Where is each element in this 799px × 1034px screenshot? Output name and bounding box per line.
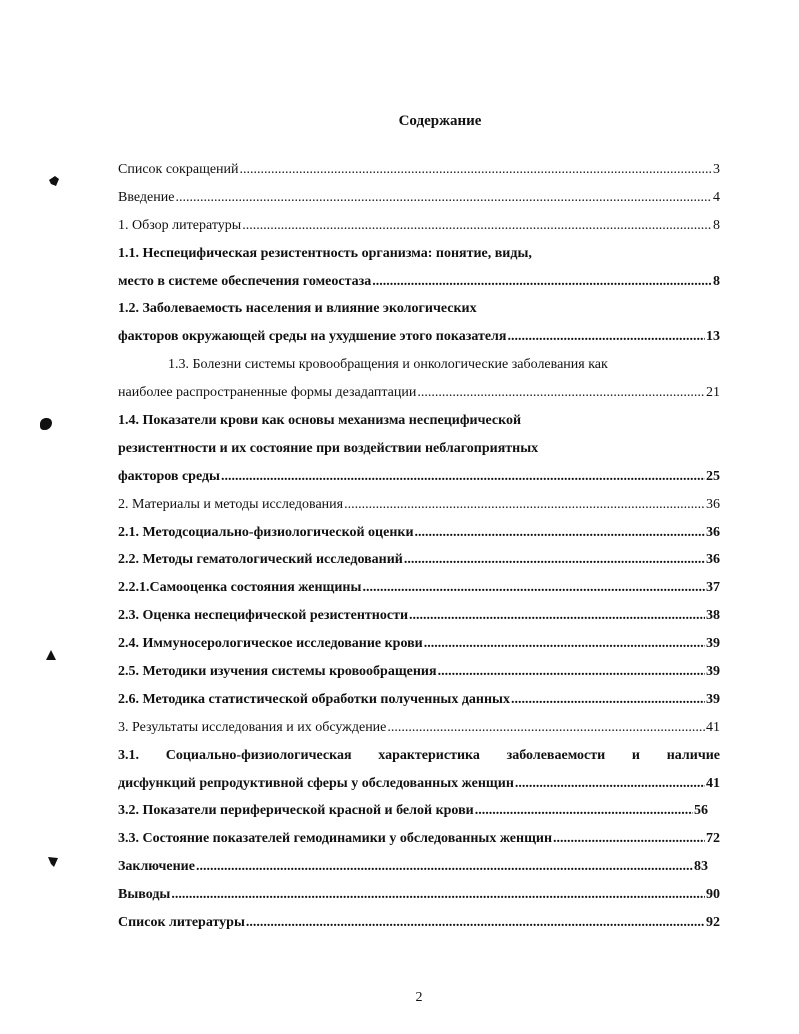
- page-title: Содержание: [398, 113, 482, 129]
- toc-leader: [475, 797, 693, 825]
- toc-entry: [118, 184, 720, 212]
- toc-entry-text: Введение: [118, 189, 175, 205]
- toc-leader: [242, 212, 712, 240]
- scan-speck-mark: [46, 650, 56, 660]
- toc-entry-page: 13: [706, 329, 720, 345]
- toc-entry: [118, 212, 720, 240]
- toc-entry-page: 25: [706, 468, 720, 484]
- toc-entry: [118, 546, 720, 574]
- toc-leader: [404, 546, 705, 574]
- toc-entry-page: 39: [706, 636, 720, 652]
- toc-entry-text: 3.3. Состояние показателей гемодинамики у обследованных женщин: [118, 831, 553, 847]
- toc-leader: [372, 268, 712, 296]
- toc-entry: [118, 491, 720, 519]
- toc-entry: [118, 797, 708, 825]
- toc-entry: [118, 686, 720, 714]
- toc-entry-page: 41: [706, 719, 720, 735]
- toc-leader: [417, 379, 705, 407]
- toc-entry-text: Выводы: [118, 887, 171, 903]
- toc-entry-page: 56: [694, 803, 708, 819]
- toc-entry-text: факторов среды: [118, 468, 220, 484]
- toc-entry: [118, 156, 720, 184]
- toc-entry-text: Список сокращений: [118, 162, 239, 177]
- toc-leader: [362, 574, 705, 602]
- toc-entry-page: 39: [706, 691, 720, 707]
- toc-entry: [118, 379, 720, 407]
- toc-leader: [344, 491, 705, 519]
- toc-entry-page: 8: [713, 217, 720, 233]
- page-number: 2: [415, 990, 423, 1005]
- toc-entry-text: 2.6. Методика статистической обработки полученных данных: [118, 691, 510, 707]
- toc-entry: [118, 658, 720, 686]
- toc-leader: [240, 156, 712, 184]
- toc-entry-text: 1.2. Заболеваемость населения и влияние экологических: [118, 301, 477, 317]
- toc-entry: [118, 268, 720, 296]
- toc-entry: [118, 714, 720, 742]
- toc-entry-page: 8: [713, 273, 720, 289]
- toc-leader: [246, 909, 705, 937]
- toc-entry: [118, 909, 720, 937]
- toc-leader: [424, 630, 705, 658]
- toc-entry: [118, 323, 720, 351]
- toc-entry-text: резистентности и их состояние при воздействии неблагоприятных: [118, 440, 539, 456]
- toc-entry-page: 38: [706, 608, 720, 624]
- toc-entry-text: факторов окружающей среды на ухудшение этого показателя: [118, 329, 507, 345]
- toc-entry-text: Заключение: [118, 859, 195, 875]
- toc-entry-page: 36: [706, 524, 720, 540]
- toc-leader: [515, 770, 705, 798]
- toc-entry: [118, 770, 720, 798]
- toc-entry-text: 1.3. Болезни системы кровообращения и онкологические заболевания как: [168, 357, 608, 373]
- toc-entry: [118, 853, 708, 881]
- toc-entry-text: 2.3. Оценка неспецифической резистентности: [118, 608, 409, 624]
- toc-entry-page: 92: [706, 915, 720, 931]
- toc-entry-page: 37: [706, 580, 720, 596]
- toc-entry-text: 1.1. Неспецифическая резистентность организма: понятие, виды,: [118, 245, 532, 261]
- toc-entry-text: 2.4. Иммуносерологическое исследование крови: [118, 636, 423, 652]
- toc-entry-page: 36: [706, 496, 720, 512]
- toc-entry: [118, 602, 720, 630]
- toc-entry: [118, 630, 720, 658]
- toc-entry-text: Список литературы: [118, 915, 245, 931]
- toc-entry: [118, 574, 720, 602]
- toc-entry: [118, 435, 720, 463]
- toc-leader: [508, 323, 706, 351]
- toc-entry-page: 4: [713, 189, 720, 205]
- toc-entry-text: 2.5. Методики изучения системы кровообращения: [118, 664, 437, 680]
- toc-entry-text: 3.2. Показатели периферической красной и белой крови: [118, 803, 474, 819]
- toc-entry: [118, 351, 720, 379]
- toc-entry-text: 2. Материалы и методы исследования: [118, 496, 344, 512]
- toc-leader: [553, 825, 705, 853]
- toc-entry-text: 3. Результаты исследования и их обсуждение: [118, 719, 387, 735]
- toc-leader: [221, 463, 705, 491]
- toc-entry-text: 3.1. Социально-физиологическая характеристика заболеваемости и наличие: [118, 747, 720, 763]
- toc-leader: [409, 602, 705, 630]
- toc-entry-text: 2.2. Методы гематологический исследований: [118, 552, 403, 568]
- toc-entry-page: 72: [706, 831, 720, 847]
- toc-entry-text: дисфункций репродуктивной сферы у обследованных женщин: [118, 775, 514, 791]
- toc-leader: [415, 519, 705, 547]
- toc-entry-page: 90: [706, 887, 720, 903]
- toc-entry-page: 36: [706, 552, 720, 568]
- toc-entry-page: 83: [694, 859, 708, 875]
- scan-speck-mark: [48, 857, 58, 867]
- toc-entry-page: 41: [706, 775, 720, 791]
- toc-entry-page: 39: [706, 664, 720, 680]
- toc-entry-page: 21: [706, 385, 720, 401]
- toc-entry-text: наиболее распространенные формы дезадаптации: [118, 385, 417, 401]
- toc-leader: [175, 184, 712, 212]
- toc-entry-page: 3: [713, 162, 720, 177]
- toc-entry: [118, 742, 720, 770]
- toc-entry: [118, 881, 720, 909]
- toc-entry-text: 2.2.1.Самооценка состояния женщины: [118, 580, 362, 596]
- toc-entry-text: место в системе обеспечения гомеостаза: [118, 273, 372, 289]
- toc-leader: [387, 714, 705, 742]
- toc-leader: [196, 853, 693, 881]
- scan-speck-mark: [49, 176, 59, 186]
- toc-entry-text: 1. Обзор литературы: [118, 217, 242, 233]
- table-of-contents: [118, 156, 720, 937]
- toc-entry: [118, 825, 720, 853]
- toc-entry: [118, 519, 720, 547]
- toc-entry: [118, 407, 720, 435]
- toc-leader: [438, 658, 705, 686]
- toc-entry: [118, 463, 720, 491]
- toc-entry: [118, 295, 720, 323]
- toc-entry-text: 1.4. Показатели крови как основы механизма неспецифической: [118, 413, 522, 429]
- toc-entry: [118, 240, 720, 268]
- scan-speck-mark: [40, 418, 52, 430]
- toc-leader: [171, 881, 705, 909]
- toc-leader: [511, 686, 705, 714]
- toc-entry-text: 2.1. Методсоциально-физиологической оценки: [118, 524, 414, 540]
